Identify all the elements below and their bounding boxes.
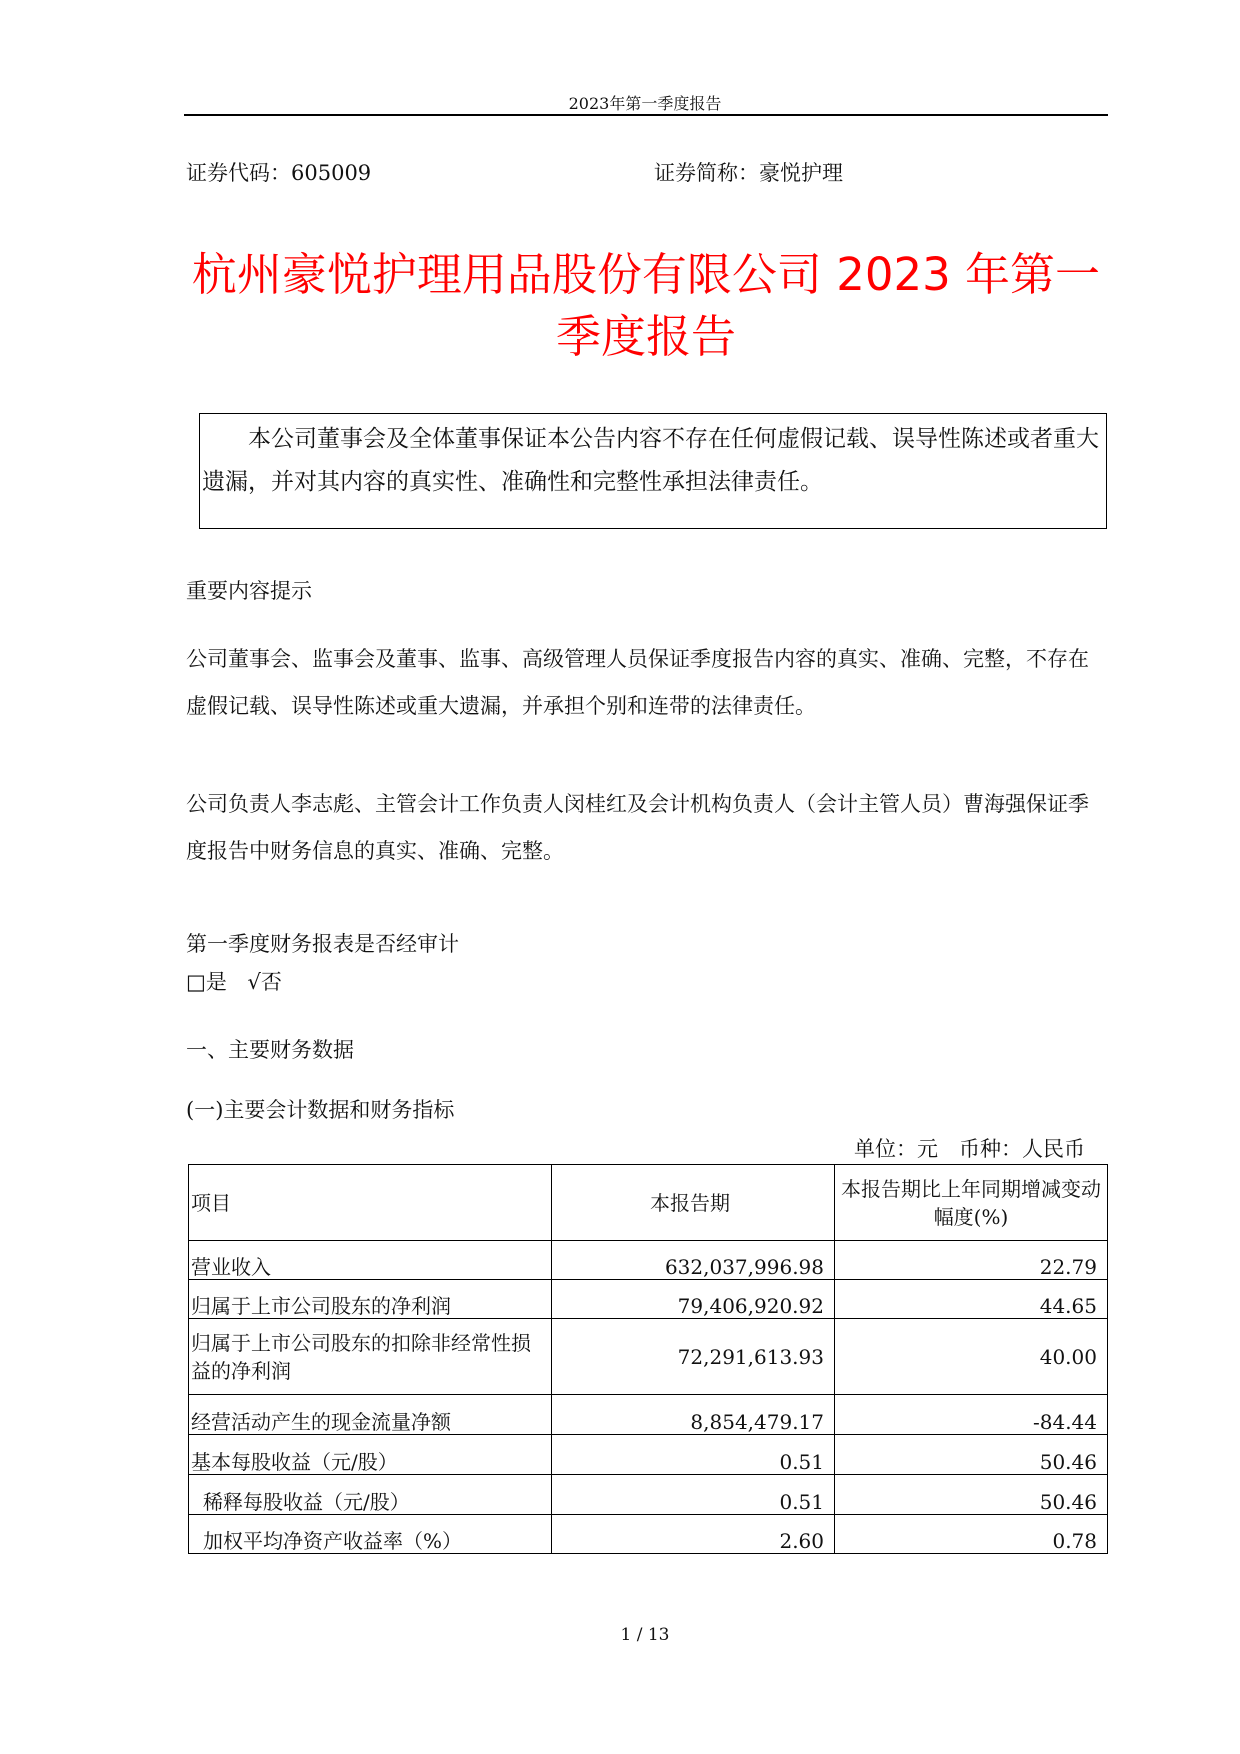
row-value: 0.51 — [552, 1475, 835, 1515]
security-short-name: 证券简称：豪悦护理 — [654, 161, 843, 185]
table-row — [189, 1280, 1108, 1319]
report-title: 杭州豪悦护理用品股份有限公司 2023 年第一季度报告 — [191, 248, 1101, 363]
important-para-2: 公司负责人李志彪、主管会计工作负责人闵桂红及会计机构负责人（会计主管人员）曹海强保证季度报告中财务信息的真实、准确、完整。 — [186, 792, 1089, 863]
page-number: 1 / 13 — [620, 1625, 670, 1645]
row-change: 0.78 — [835, 1515, 1108, 1554]
table-row — [189, 1395, 1108, 1435]
row-label: 归属于上市公司股东的扣除非经常性损益的净利润 — [189, 1319, 552, 1395]
section-heading: 一、主要财务数据 — [186, 1038, 354, 1062]
important-heading: 重要内容提示 — [186, 579, 312, 603]
audit-question: 第一季度财务报表是否经审计 — [186, 932, 459, 956]
row-label: 归属于上市公司股东的净利润 — [189, 1280, 552, 1319]
header-rule — [184, 114, 1108, 116]
table-row — [189, 1319, 1108, 1395]
row-value: 79,406,920.92 — [552, 1280, 835, 1319]
option-yes-label: 是 — [205, 970, 227, 994]
notice-text: 本公司董事会及全体董事保证本公告内容不存在任何虚假记载、误导性陈述或者重大遗漏，并对其内容的真实性、准确性和完整性承担法律责任。 — [202, 426, 1099, 495]
header-item: 项目 — [189, 1165, 552, 1241]
checkbox-yes[interactable]: □ — [186, 970, 206, 994]
subsection-heading: (一)主要会计数据和财务指标 — [186, 1098, 455, 1122]
header-current-period: 本报告期 — [552, 1165, 835, 1241]
running-header: 2023年第一季度报告 — [568, 94, 722, 113]
unit-label: 单位：元 币种：人民币 — [854, 1137, 1085, 1161]
check-mark-icon: √ — [247, 970, 261, 994]
row-change: 50.46 — [835, 1475, 1108, 1515]
row-change: -84.44 — [835, 1395, 1108, 1435]
row-label: 基本每股收益（元/股） — [189, 1435, 552, 1475]
important-para-1: 公司董事会、监事会及董事、监事、高级管理人员保证季度报告内容的真实、准确、完整，不存在虚假记载、误导性陈述或重大遗漏，并承担个别和连带的法律责任。 — [186, 647, 1089, 718]
table-row — [189, 1241, 1108, 1280]
table-row — [189, 1515, 1108, 1554]
row-value: 8,854,479.17 — [552, 1395, 835, 1435]
security-code: 证券代码：605009 — [186, 161, 372, 185]
financial-data-table — [188, 1164, 1108, 1554]
header-change-pct: 本报告期比上年同期增减变动幅度(%) — [835, 1165, 1108, 1241]
row-value: 632,037,996.98 — [552, 1241, 835, 1280]
row-label: 经营活动产生的现金流量净额 — [189, 1395, 552, 1435]
row-value: 0.51 — [552, 1435, 835, 1475]
row-value: 72,291,613.93 — [552, 1319, 835, 1395]
row-change: 22.79 — [835, 1241, 1108, 1280]
row-label: 加权平均净资产收益率（%） — [189, 1515, 552, 1554]
row-change: 50.46 — [835, 1435, 1108, 1475]
audit-options — [186, 969, 282, 995]
option-no-label: 否 — [260, 970, 282, 994]
table-row — [189, 1475, 1108, 1515]
row-value: 2.60 — [552, 1515, 835, 1554]
row-label: 营业收入 — [189, 1241, 552, 1280]
notice-box — [199, 413, 1107, 529]
row-label: 稀释每股收益（元/股） — [189, 1475, 552, 1515]
table-header-row — [189, 1165, 1108, 1241]
row-change: 44.65 — [835, 1280, 1108, 1319]
row-change: 40.00 — [835, 1319, 1108, 1395]
table-row — [189, 1435, 1108, 1475]
